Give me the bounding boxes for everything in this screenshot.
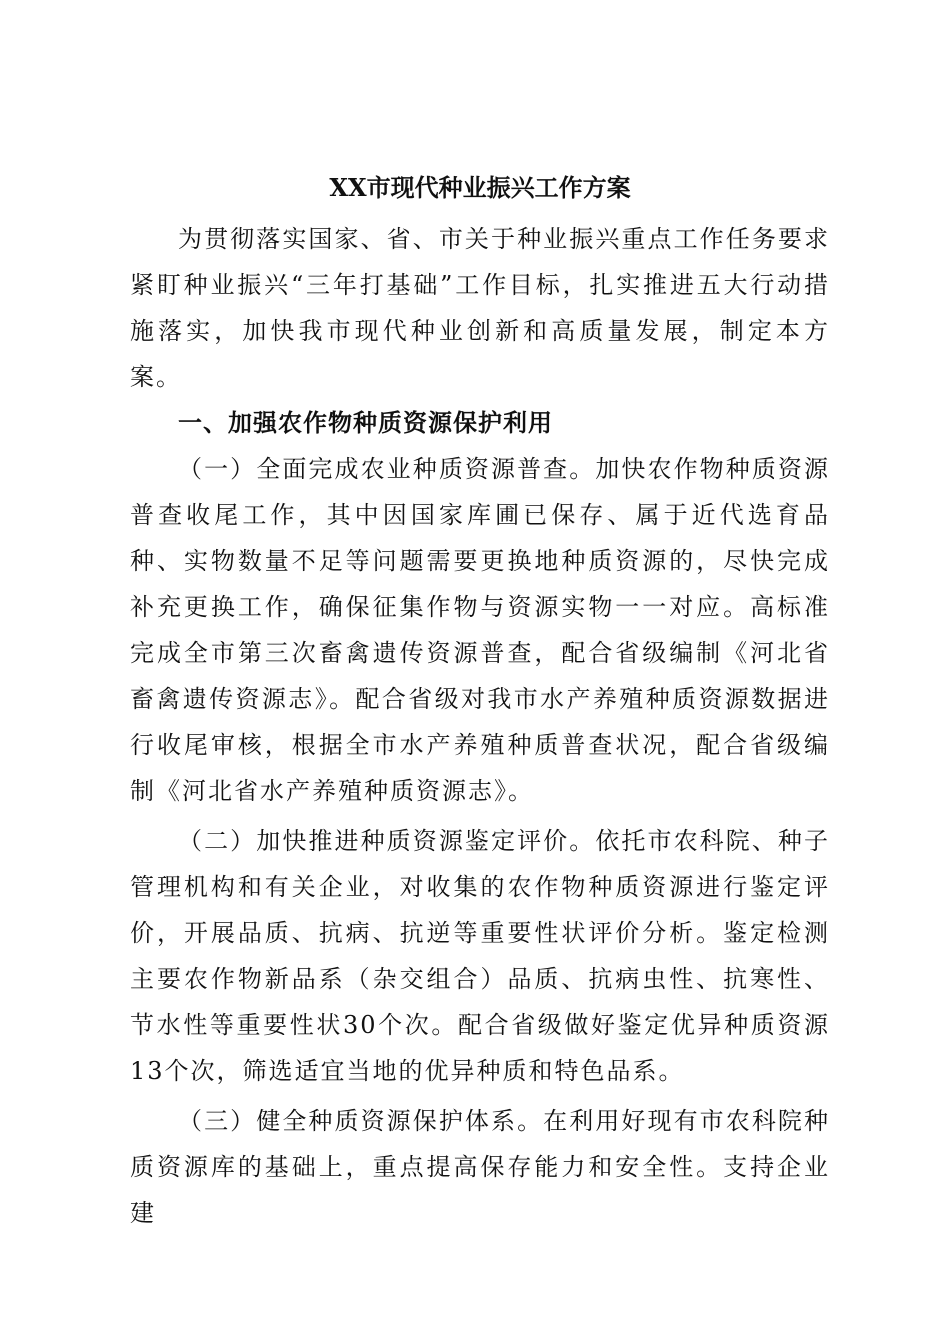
item-paragraph-3 [130, 1098, 830, 1236]
item-paragraph-2 [130, 818, 830, 1094]
item-lead-3: （三）健全种质资源保护体系。 [178, 1107, 544, 1135]
document-body [130, 170, 830, 1236]
item-body-3: 在利用好现有市农科院种质资源库的基础上，重点提高保存能力和安全性。支持企业建 [130, 1107, 831, 1227]
item-paragraph-1 [130, 446, 830, 814]
item-body-2: 依托市农科院、种子管理机构和有关企业，对收集的农作物种质资源进行鉴定评价，开展品质、抗病、抗逆等重要性状评价分析。鉴定检测主要农作物新品系（杂交组合）品质、抗病虫性、抗寒性、节水性等重要性状30个次。配合省级做好鉴定优异种质资源13个次，筛选适宜当地的优异种质和特色品系。 [130, 827, 831, 1085]
section-heading-1: 一、加强农作物种质资源保护利用 [178, 409, 553, 437]
document-title: XX市现代种业振兴工作方案 [329, 173, 631, 202]
item-lead-1: （一）全面完成农业种质资源普查。 [178, 455, 596, 483]
item-lead-2: （二）加快推进种质资源鉴定评价。 [178, 827, 596, 855]
item-body-1: 加快农作物种质资源普查收尾工作，其中因国家库圃已保存、属于近代选育品种、实物数量不足等问题需要更换地种质资源的，尽快完成补充更换工作，确保征集作物与资源实物一一对应。高标准完成全市第三次畜禽遗传资源普查，配合省级编制《河北省畜禽遗传资源志》。配合省级对我市水产养殖种质资源数据进行收尾审核，根据全市水产养殖种质普查状况，配合省级编制《河北省水产养殖种质资源志》。 [130, 455, 831, 805]
intro-paragraph: 为贯彻落实国家、省、市关于种业振兴重点工作任务要求紧盯种业振兴“三年打基础”工作目标，扎实推进五大行动措施落实，加快我市现代种业创新和高质量发展，制定本方案。 [130, 225, 830, 391]
